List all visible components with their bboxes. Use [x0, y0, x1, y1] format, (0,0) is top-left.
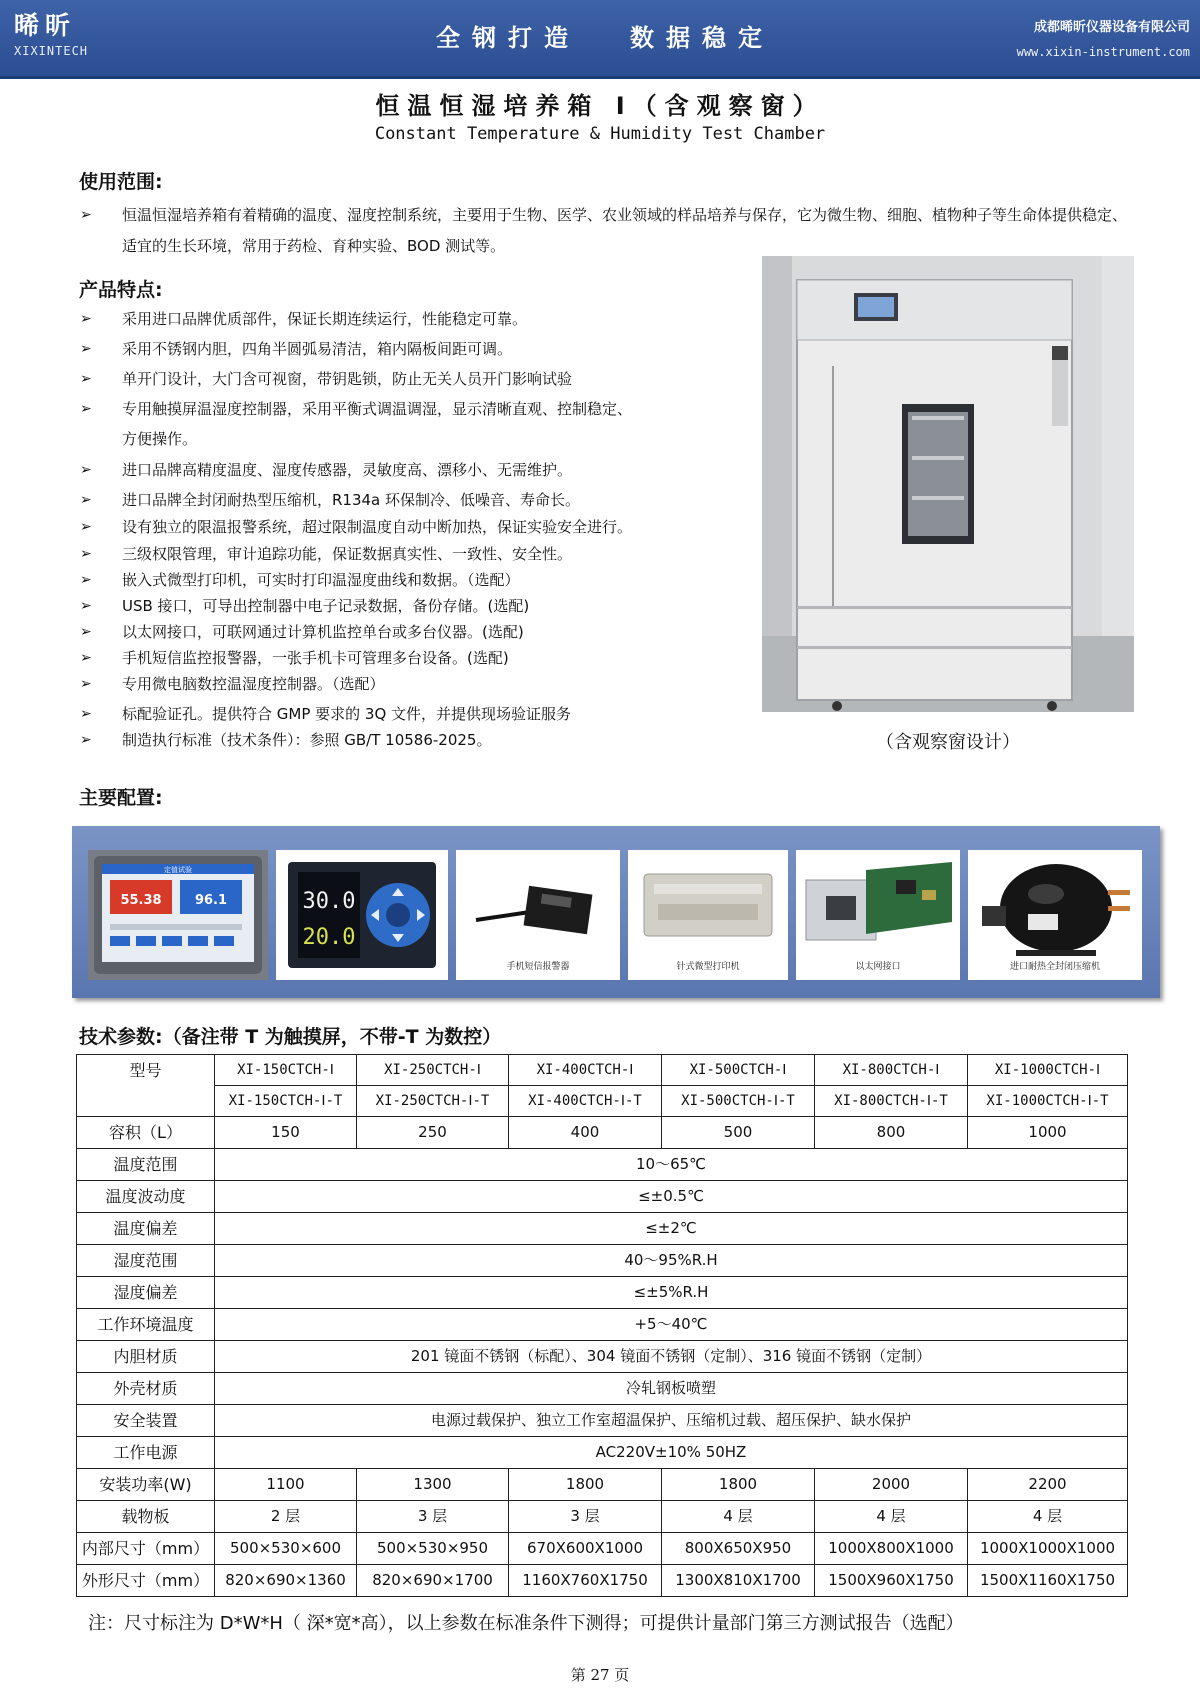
feature-text: 专用触摸屏温湿度控制器，采用平衡式调温调湿，显示清晰直观、控制稳定、 — [122, 400, 633, 418]
list-item — [80, 514, 740, 540]
table-cell: 2000 — [815, 1469, 968, 1501]
list-item — [80, 567, 740, 593]
table-cell: 1500X960X1750 — [815, 1565, 968, 1597]
list-item-continuation — [80, 426, 740, 452]
table-row — [77, 1501, 1128, 1533]
feature-text: 单开门设计，大门含可视窗，带钥匙锁，防止无关人员开门影响试验 — [122, 370, 573, 388]
feature-text: 手机短信监控报警器，一张手机卡可管理多台设备。(选配) — [122, 649, 509, 667]
table-cell: ≤±5%R.H — [215, 1277, 1128, 1309]
product-title-cn: 恒温恒湿培养箱 Ⅰ（含观察窗） — [375, 92, 825, 120]
table-cell: XI-1000CTCH-Ⅰ-T — [968, 1086, 1128, 1117]
row-label: 容积（L） — [77, 1117, 215, 1149]
arrow-bullet-icon: ➢ — [80, 546, 92, 562]
brand-name-cn: 晞昕 — [14, 11, 77, 40]
product-photo — [762, 256, 1134, 712]
feature-text: 三级权限管理，审计追踪功能，保证数据真实性、一致性、安全性。 — [122, 545, 573, 563]
touch-screen-icon — [88, 850, 268, 980]
arrow-bullet-icon: ➢ — [80, 462, 92, 478]
row-label: 载物板 — [77, 1501, 215, 1533]
row-label: 内部尺寸（mm） — [77, 1533, 215, 1565]
table-cell: ≤±2℃ — [215, 1213, 1128, 1245]
chamber-illustration — [762, 256, 1134, 712]
table-cell: 2200 — [968, 1469, 1128, 1501]
list-item — [80, 200, 1130, 262]
page-number: 第 27 页 — [570, 1666, 630, 1684]
table-row — [77, 1117, 1128, 1149]
arrow-bullet-icon: ➢ — [80, 519, 92, 535]
feature-text: 以太网接口，可联网通过计算机监控单台或多台仪器。(选配) — [122, 623, 524, 641]
arrow-bullet-icon: ➢ — [80, 341, 92, 357]
feature-text: 采用进口品牌优质部件，保证长期连续运行，性能稳定可靠。 — [122, 310, 528, 328]
table-row — [77, 1405, 1128, 1437]
table-cell: 800 — [815, 1117, 968, 1149]
table-cell: 4 层 — [968, 1501, 1128, 1533]
table-row — [77, 1277, 1128, 1309]
slogan-1: 全钢打造 — [436, 24, 580, 52]
row-label: 外壳材质 — [77, 1373, 215, 1405]
list-item — [80, 336, 740, 362]
row-label: 温度范围 — [77, 1149, 215, 1181]
feature-text: 标配验证孔。提供符合 GMP 要求的 3Q 文件，并提供现场验证服务 — [122, 705, 572, 723]
table-cell: 2 层 — [215, 1501, 357, 1533]
table-row — [77, 1373, 1128, 1405]
table-row — [77, 1469, 1128, 1501]
svg-text:96.1: 96.1 — [194, 893, 228, 908]
table-cell: XI-400CTCH-Ⅰ — [509, 1055, 662, 1086]
row-label: 安全装置 — [77, 1405, 215, 1437]
row-label: 温度波动度 — [77, 1181, 215, 1213]
feature-text: 方便操作。 — [122, 430, 198, 448]
list-item — [80, 541, 740, 567]
table-cell: 820×690×1360 — [215, 1565, 357, 1597]
arrow-bullet-icon: ➢ — [80, 492, 92, 508]
arrow-bullet-icon: ➢ — [80, 572, 92, 588]
usage-text: 恒温恒湿培养箱有着精确的温度、湿度控制系统，主要用于生物、医学、农业领域的样品培养与保存，它为微生物、细胞、植物种子等生命体提供稳定、适宜的生长环境，常用于药检、育种实验、BOD 测试等。 — [122, 206, 1128, 255]
table-cell: XI-1000CTCH-Ⅰ — [968, 1055, 1128, 1086]
feature-text: USB 接口，可导出控制器中电子记录数据，备份存储。(选配) — [122, 597, 530, 615]
table-cell: 500 — [662, 1117, 815, 1149]
params-table — [76, 1054, 1128, 1597]
table-row — [77, 1341, 1128, 1373]
table-cell: AC220V±10% 50HZ — [215, 1437, 1128, 1469]
arrow-bullet-icon: ➢ — [80, 207, 92, 223]
table-cell: 1300X810X1700 — [662, 1565, 815, 1597]
table-cell: 820×690×1700 — [357, 1565, 509, 1597]
features-heading: 产品特点: — [79, 279, 163, 301]
feature-text: 嵌入式微型打印机，可实时打印温湿度曲线和数据。（选配） — [122, 571, 520, 589]
ethernet-label: 以太网接口 — [855, 962, 901, 972]
list-item — [80, 593, 740, 619]
list-item — [80, 366, 740, 392]
table-row — [77, 1149, 1128, 1181]
table-cell: XI-150CTCH-Ⅰ-T — [215, 1086, 357, 1117]
features-list — [80, 306, 740, 753]
config-image-band — [72, 826, 1160, 998]
table-row — [77, 1055, 1128, 1086]
table-cell: 670X600X1000 — [509, 1533, 662, 1565]
table-cell: XI-500CTCH-Ⅰ-T — [662, 1086, 815, 1117]
table-cell: XI-800CTCH-Ⅰ — [815, 1055, 968, 1086]
row-label: 安装功率(W) — [77, 1469, 215, 1501]
feature-text: 制造执行标准（技术条件）：参照 GB/T 10586-2025。 — [122, 731, 492, 749]
table-cell: 1160X760X1750 — [509, 1565, 662, 1597]
product-title-en: Constant Temperature & Humidity Test Chamber — [374, 124, 826, 144]
table-row — [77, 1437, 1128, 1469]
table-cell: 电源过载保护、独立工作室超温保护、压缩机过载、超压保护、缺水保护 — [215, 1405, 1128, 1437]
table-cell: XI-400CTCH-Ⅰ-T — [509, 1086, 662, 1117]
table-cell: 1000 — [968, 1117, 1128, 1149]
list-item — [80, 645, 740, 671]
row-label: 工作电源 — [77, 1437, 215, 1469]
table-cell: XI-500CTCH-Ⅰ — [662, 1055, 815, 1086]
arrow-bullet-icon: ➢ — [80, 706, 92, 722]
table-cell: 150 — [215, 1117, 357, 1149]
table-cell: 1500X1160X1750 — [968, 1565, 1128, 1597]
table-row — [77, 1086, 1128, 1117]
row-label: 工作环境温度 — [77, 1309, 215, 1341]
arrow-bullet-icon: ➢ — [80, 311, 92, 327]
table-cell: XI-800CTCH-Ⅰ-T — [815, 1086, 968, 1117]
table-cell: ≤±0.5℃ — [215, 1181, 1128, 1213]
table-row — [77, 1245, 1128, 1277]
row-label: 内胆材质 — [77, 1341, 215, 1373]
list-item — [80, 701, 740, 727]
table-cell: 10～65℃ — [215, 1149, 1128, 1181]
arrow-bullet-icon: ➢ — [80, 650, 92, 666]
table-cell: XI-250CTCH-Ⅰ-T — [357, 1086, 509, 1117]
svg-text:定值试验: 定值试验 — [164, 866, 192, 874]
printer-label: 针式微型打印机 — [676, 962, 740, 972]
list-item — [80, 671, 740, 697]
row-label: 温度偏差 — [77, 1213, 215, 1245]
table-cell: 1000X800X1000 — [815, 1533, 968, 1565]
table-cell: 4 层 — [815, 1501, 968, 1533]
sms-alarm-label: 手机短信报警器 — [506, 962, 570, 972]
arrow-bullet-icon: ➢ — [80, 598, 92, 614]
params-heading: 技术参数:（备注带 T 为触摸屏，不带-T 为数控） — [79, 1026, 502, 1048]
micro-printer — [628, 850, 788, 980]
feature-text: 设有独立的限温报警系统，超过限制温度自动中断加热，保证实验安全进行。 — [122, 518, 633, 536]
feature-text: 采用不锈钢内胆，四角半圆弧易清洁，箱内隔板间距可调。 — [122, 340, 513, 358]
table-row — [77, 1533, 1128, 1565]
svg-text:30.0: 30.0 — [302, 889, 356, 914]
table-cell: 1800 — [509, 1469, 662, 1501]
list-item — [80, 727, 740, 753]
table-row — [77, 1213, 1128, 1245]
table-cell: XI-150CTCH-Ⅰ — [215, 1055, 357, 1086]
table-row — [77, 1309, 1128, 1341]
photo-caption: （含观察窗设计） — [876, 732, 1020, 753]
table-cell: 250 — [357, 1117, 509, 1149]
model-label: 型号 — [77, 1055, 215, 1117]
compressor-label: 进口耐热全封闭压缩机 — [1009, 962, 1100, 972]
ethernet-module — [796, 850, 960, 980]
row-label: 湿度范围 — [77, 1245, 215, 1277]
usage-heading: 使用范围: — [79, 171, 163, 193]
arrow-bullet-icon: ➢ — [80, 624, 92, 640]
list-item — [80, 306, 740, 332]
list-item — [80, 619, 740, 645]
table-cell: 4 层 — [662, 1501, 815, 1533]
table-cell: 1000X1000X1000 — [968, 1533, 1128, 1565]
table-cell: 40～95%R.H — [215, 1245, 1128, 1277]
table-row — [77, 1565, 1128, 1597]
page-header — [0, 0, 1200, 79]
row-label: 外形尺寸（mm） — [77, 1565, 215, 1597]
list-item — [80, 396, 740, 422]
table-cell: 3 层 — [357, 1501, 509, 1533]
list-item — [80, 487, 740, 513]
table-cell: 1800 — [662, 1469, 815, 1501]
config-heading: 主要配置: — [79, 787, 163, 809]
feature-text: 专用微电脑数控温湿度控制器。（选配） — [122, 675, 385, 693]
table-cell: 500×530×950 — [357, 1533, 509, 1565]
arrow-bullet-icon: ➢ — [80, 676, 92, 692]
svg-text:20.0: 20.0 — [302, 925, 356, 950]
table-cell: 500×530×600 — [215, 1533, 357, 1565]
compressor — [968, 850, 1142, 980]
table-cell: 1100 — [215, 1469, 357, 1501]
slogan-2: 数据稳定 — [630, 24, 774, 52]
table-row — [77, 1181, 1128, 1213]
arrow-bullet-icon: ➢ — [80, 732, 92, 748]
feature-text: 进口品牌全封闭耐热型压缩机，R134a 环保制冷、低噪音、寿命长。 — [122, 491, 581, 509]
table-cell: 400 — [509, 1117, 662, 1149]
company-name: 成都晞昕仪器设备有限公司 — [1033, 20, 1190, 35]
touch-screen-controller — [88, 850, 268, 980]
arrow-bullet-icon: ➢ — [80, 401, 92, 417]
website-link[interactable]: www.xixin-instrument.com — [1016, 45, 1190, 59]
digital-controller-panel — [276, 850, 448, 980]
sms-alarm-device — [456, 850, 620, 980]
table-cell: 800X650X950 — [662, 1533, 815, 1565]
svg-text:55.38: 55.38 — [120, 893, 162, 908]
row-label: 湿度偏差 — [77, 1277, 215, 1309]
brand-name-en: XIXINTECH — [14, 44, 89, 58]
digital-panel-icon — [276, 850, 448, 980]
table-cell: 3 层 — [509, 1501, 662, 1533]
list-item — [80, 457, 740, 483]
table-cell: +5～40℃ — [215, 1309, 1128, 1341]
table-cell: XI-250CTCH-Ⅰ — [357, 1055, 509, 1086]
table-cell: 201 镜面不锈钢（标配）、304 镜面不锈钢（定制）、316 镜面不锈钢（定制） — [215, 1341, 1128, 1373]
footnote: 注：尺寸标注为 D*W*H（ 深*宽*高），以上参数在标准条件下测得；可提供计量部门第三方测试报告（选配） — [88, 1613, 964, 1634]
table-cell: 1300 — [357, 1469, 509, 1501]
table-cell: 冷轧钢板喷塑 — [215, 1373, 1128, 1405]
arrow-bullet-icon: ➢ — [80, 371, 92, 387]
usage-list — [80, 200, 1130, 262]
feature-text: 进口品牌高精度温度、湿度传感器，灵敏度高、漂移小、无需维护。 — [122, 461, 573, 479]
